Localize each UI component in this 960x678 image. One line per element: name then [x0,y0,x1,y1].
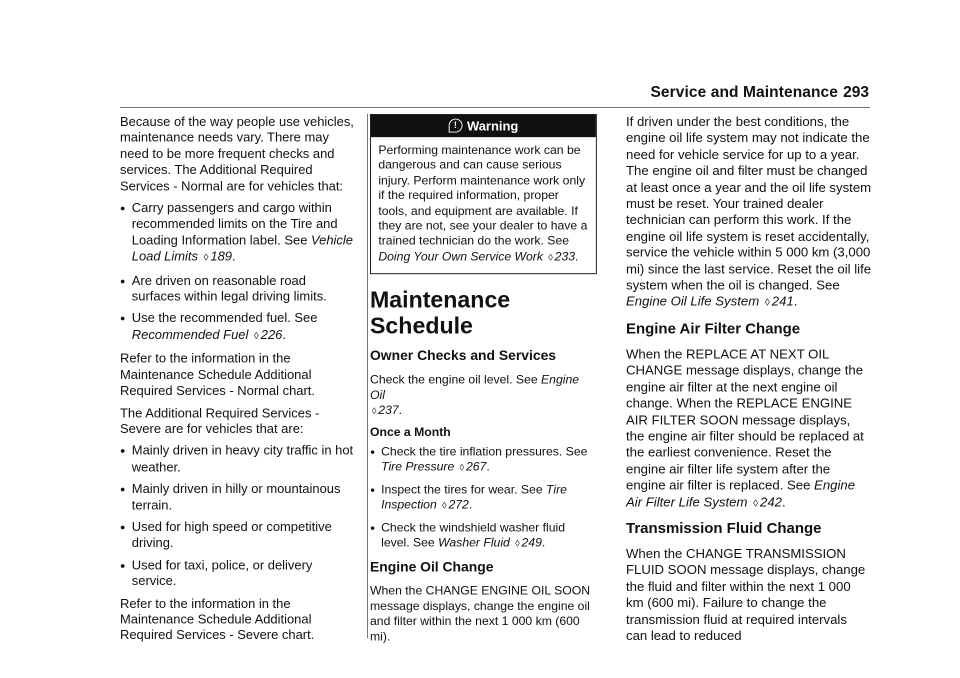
bullet-icon: ● [370,522,376,532]
bullet-icon: ● [120,484,126,495]
normal-conditions-list [120,200,356,345]
cross-reference-link[interactable]: Engine Air Filter Life System [626,477,856,509]
page-arrow-icon: ◊ [253,330,259,342]
subsection-title: Engine Oil Change [370,559,494,576]
list-item: ● Used for taxi, police, or delivery service. [120,557,313,589]
warning-icon: ! [448,118,462,132]
page-arrow-icon: ◊ [753,497,759,509]
cross-reference-link[interactable]: Tire Inspection [381,482,567,512]
warning-box [370,114,597,274]
column-divider [367,114,368,638]
bullet-icon: ● [120,203,126,214]
section-title: Maintenance Schedule [370,287,511,340]
page-reference[interactable]: 267 [465,459,487,474]
normal-chart-reference: Refer to the information in the Maintenance Schedule Additional Required Services - Normal chart. [120,350,315,398]
page-reference[interactable]: 237 [378,402,399,417]
intro-paragraph: Because of the way people use vehicles, maintenance needs vary. There may need to be more frequent checks and services. The Additional Required Services - Normal are for vehicles that: [120,114,354,194]
page-arrow-icon: ◊ [515,538,520,550]
page-arrow-icon: ◊ [442,501,447,512]
list-item: ● Mainly driven in heavy city traffic in hot weather. [120,443,354,475]
page-arrow-icon: ◊ [764,298,770,310]
page-arrow-icon: ◊ [203,252,209,264]
page-reference[interactable]: 233 [554,249,576,263]
cross-reference-link[interactable]: Engine Oil [370,372,580,402]
bullet-icon: ● [370,484,376,495]
page-reference[interactable]: 189 [210,248,233,264]
list-item: ● Are driven on reasonable road surfaces within legal driving limits. [120,272,327,304]
list-item: ● Mainly driven in hilly or mountainous terrain. [120,481,341,513]
list-item: ● Check the windshield washer fluid level. See Washer Fluid ◊ 249. [370,519,566,550]
list-item: ● Use the recommended fuel. See Recommended Fuel ◊ 226. [120,310,318,342]
oil-check-paragraph: Check the engine oil level. See Engine Oil ◊ 237. [370,372,580,417]
page-arrow-icon: ◊ [548,252,553,263]
column-2 [370,114,597,650]
cross-reference-link[interactable]: Engine Oil Life System [626,294,760,310]
bullet-icon: ● [120,560,126,571]
list-item: ● Carry passengers and cargo within recommended limits on the Tire and Loading Information label. See Vehicle Load Limits ◊ 189. [120,200,353,264]
page-arrow-icon: ◊ [459,463,465,474]
severe-chart-reference: Refer to the information in the Maintenance Schedule Additional Required Services - Severe chart. [120,595,315,643]
section-header-title: Service and Maintenance [650,84,838,101]
bullet-icon: ● [370,447,376,457]
bullet-icon: ● [120,522,126,533]
page-number: 293 [843,84,869,101]
page-arrow-icon: ◊ [371,406,377,417]
warning-header [371,115,596,137]
cross-reference-link[interactable]: Washer Fluid [438,535,510,550]
header-rule [120,107,870,108]
cross-reference-link[interactable]: Doing Your Own Service Work [378,249,543,263]
page-header [0,80,960,110]
oil-life-paragraph: If driven under the best conditions, the engine oil life system may not indicate the need for vehicle service for up to a year. The engine oil and filter must be changed at least once a year and the oil life system must be reset. Your trained dealer technician can perform this work. If the engine oil life system is reset accidentally, service the vehicle within 5 000 km (3,000 mi) since the last service. Reset the oil life system when the oil is changed. See Engine Oil Life System ◊ 241. [626,114,872,310]
page-reference[interactable]: 241 [771,294,794,310]
severe-intro: The Additional Required Services - Severe are for vehicles that are: [120,405,320,436]
air-filter-paragraph: When the REPLACE AT NEXT OIL CHANGE message displays, change the engine air filter at the next engine oil change. When the REPLACE ENGINE AIR FILTER SOON message displays, the engine air filter should be replaced at the earliest convenience. Reset the engine air filter life system after the engine air filter is replaced. See Engine Air Filter Life System ◊ 242. [626,346,864,509]
oil-change-paragraph: When the CHANGE ENGINE OIL SOON message displays, change the engine oil and filter within the next 1 000 km (600 mi). [370,583,591,644]
once-a-month-label: Once a Month [370,425,451,440]
cross-reference-link[interactable]: Vehicle Load Limits [131,232,353,264]
cross-reference-link[interactable]: Recommended Fuel [131,326,249,342]
subsection-title: Owner Checks and Services [370,348,557,365]
bullet-icon: ● [120,275,126,286]
monthly-checks-list [370,444,597,552]
column-1 [120,114,356,650]
page-reference[interactable]: 242 [760,493,783,509]
severe-conditions-list [120,443,356,590]
list-item: ● Check the tire inflation pressures. See Tire Pressure ◊ 267. [370,444,588,474]
page-reference[interactable]: 272 [448,497,469,512]
subsection-title: Engine Air Filter Change [626,320,801,338]
transmission-paragraph: When the CHANGE TRANSMISSION FLUID SOON message displays, change the fluid and filter within the next 1 000 km (600 mi). Failure to change the transmission fluid at required intervals can lead to reduced [626,546,866,643]
list-item: ● Used for high speed or competitive driving. [120,519,332,551]
column-3 [626,114,872,650]
subsection-title: Transmission Fluid Change [626,520,822,538]
list-item: ● Inspect the tires for wear. See Tire Inspection ◊ 272. [370,482,567,512]
page-reference[interactable]: 249 [521,535,542,550]
warning-title: Warning [466,118,519,134]
bullet-icon: ● [120,313,126,324]
cross-reference-link[interactable]: Tire Pressure [381,459,455,474]
page-reference[interactable]: 226 [260,326,283,342]
warning-body: Performing maintenance work can be dangerous and can cause serious injury. Perform maintenance work only if the required information, proper tools, and equipment are available. If they are not, see your dealer to have a trained technician do the work. See Doing Your Own Service Work ◊ 233. [378,142,588,263]
bullet-icon: ● [120,446,126,456]
